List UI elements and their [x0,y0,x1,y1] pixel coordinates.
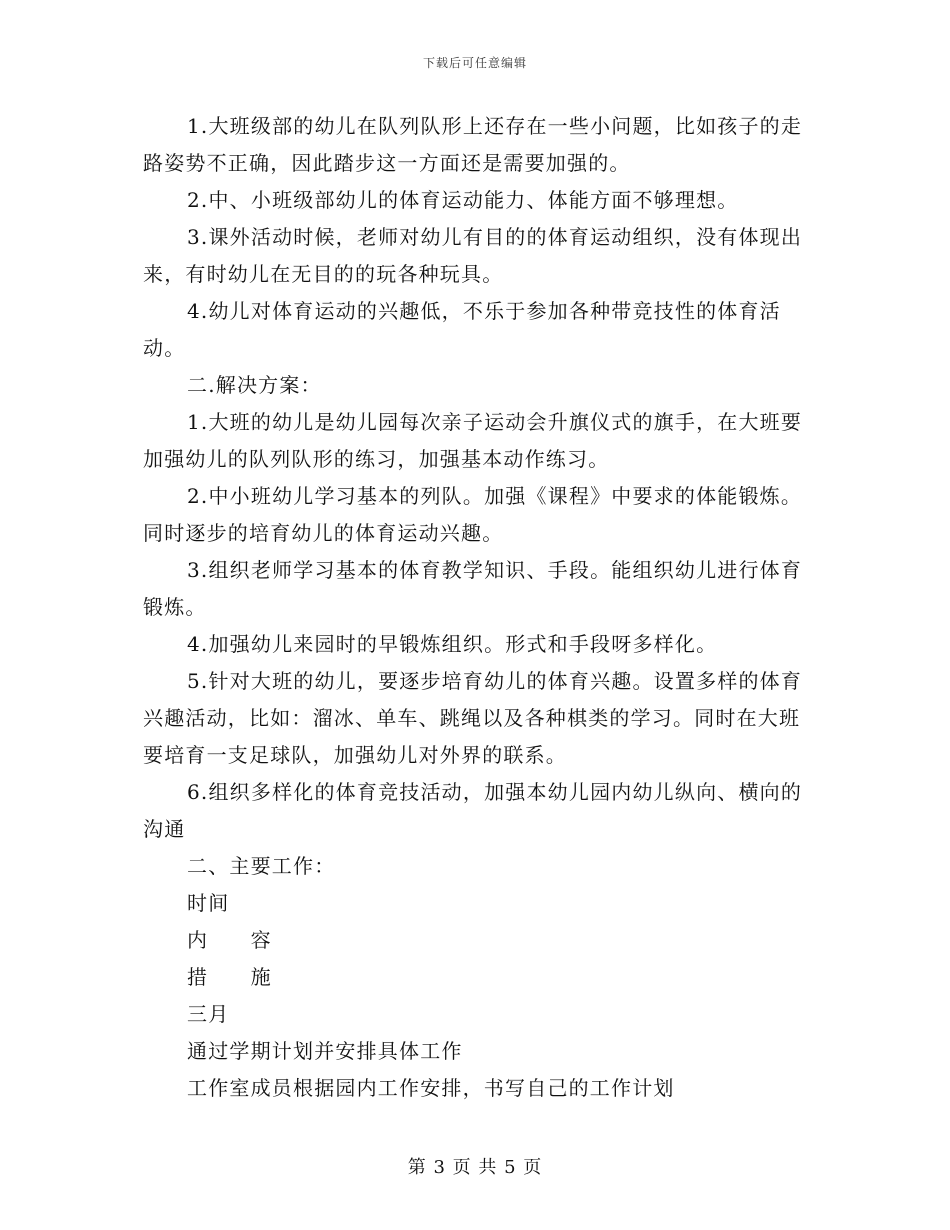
table-header-measures: 措 施 [187,965,272,989]
paragraph-solution-5: 5.针对大班的幼儿，要逐步培育幼儿的体育兴趣。设置多样的体育兴趣活动，比如：溜冰、单车、跳绳以及各种棋类的学习。同时在大班要培育一支足球队，加强幼儿对外界的联系。 [143,669,803,767]
paragraph-solution-1: 1.大班的幼儿是幼儿园每次亲子运动会升旗仪式的旗手，在大班要加强幼儿的队列队形的练习，加强基本动作练习。 [143,410,803,471]
page-header: 下载后可任意编辑 [422,56,527,70]
paragraph-solution-4: 4.加强幼儿来园时的早锻炼组织。形式和手段呀多样化。 [187,632,718,656]
paragraph-solution-6: 6.组织多样化的体育竞技活动，加强本幼儿园内幼儿纵向、横向的沟通 [143,780,803,841]
table-header-time: 时间 [187,891,230,915]
table-header-content: 内 容 [187,928,272,952]
page-number-footer: 第 3 页 共 5 页 [407,1157,543,1178]
table-cell-month: 三月 [187,1002,230,1026]
paragraph-solution-3: 3.组织老师学习基本的体育教学知识、手段。能组织幼儿进行体育锻炼。 [143,558,803,619]
paragraph-solution-2: 2.中小班幼儿学习基本的列队。加强《课程》中要求的体能锻炼。同时逐步的培育幼儿的体育运动兴趣。 [143,484,803,545]
section-heading-main-work: 二、主要工作： [187,854,336,878]
paragraph-issue-2: 2.中、小班级部幼儿的体育运动能力、体能方面不够理想。 [187,188,739,212]
document-body [143,108,815,1107]
section-heading-solutions: 二.解决方案： [187,373,322,397]
table-cell-content: 通过学期计划并安排具体工作 [187,1039,463,1063]
table-cell-measures: 工作室成员根据园内工作安排，书写自己的工作计划 [187,1076,675,1100]
paragraph-issue-4: 4.幼儿对体育运动的兴趣低，不乐于参加各种带竞技性的体育活动。 [143,299,781,360]
paragraph-issue-1: 1.大班级部的幼儿在队列队形上还存在一些小问题，比如孩子的走路姿势不正确，因此踏步这一方面还是需要加强的。 [143,114,803,175]
paragraph-issue-3: 3.课外活动时候，老师对幼儿有目的的体育运动组织，没有体现出来，有时幼儿在无目的的玩各种玩具。 [143,225,803,286]
